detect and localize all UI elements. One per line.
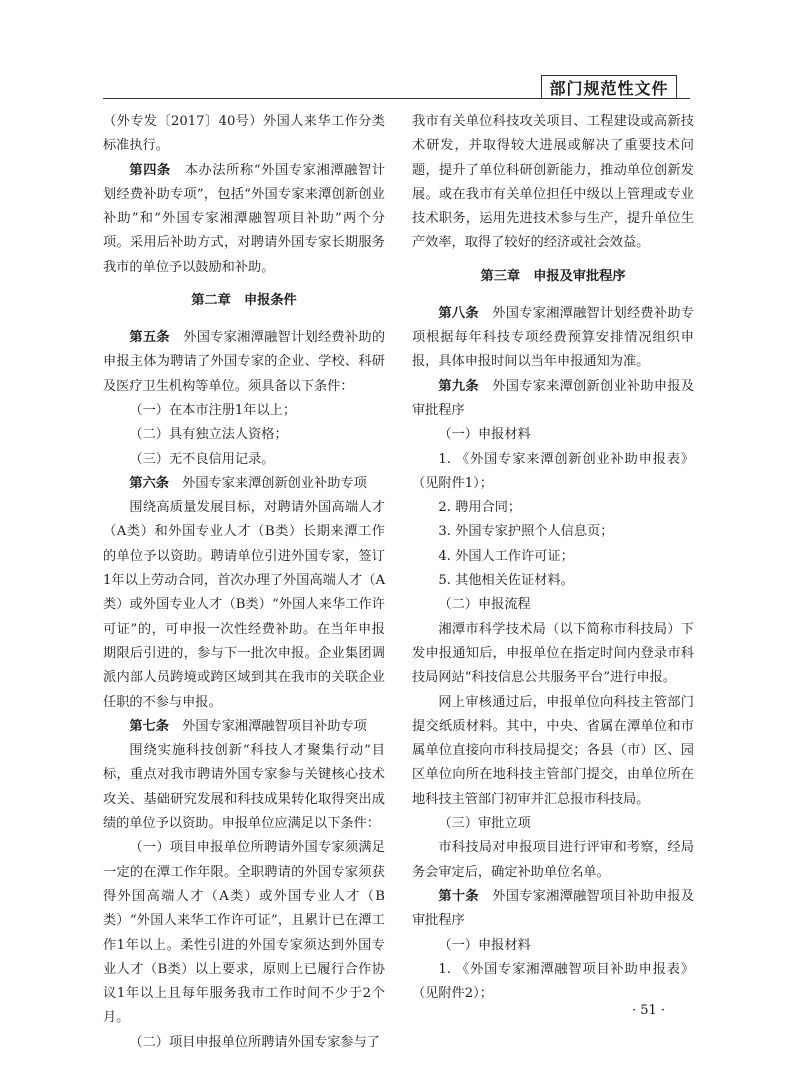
paragraph-text: 4. 外国人工作许可证； (438, 548, 574, 564)
paragraph (412, 375, 694, 424)
paragraph-text: （二）申报流程 (438, 597, 531, 613)
paragraph-text: （一）申报材料 (438, 937, 531, 953)
paragraph-text: （一）项目申报单位所聘请外国专家须满足一定的在潭工作年限。全职聘请的外国专家须获得外国高端人才（A类）或外国专业人才（B类）“外国人来华工作许可证”，且累计已在潭工作1年以上。柔性引进的外国专家须达到外国专业人才（B类）以上要求，原则上已履行合作协议1年以上且每年服务我市工作时间不少于2个月。 (103, 840, 385, 1026)
paragraph-text: 本办法所称“外国专家湘潭融智计划经费补助专项”，包括“外国专家来潭创新创业补助”和“外国专家湘潭融智项目补助”两个分项。采用后补助方式，对聘请外国专家长期服务我市的单位予以鼓励和补助。 (103, 162, 386, 275)
paragraph (103, 1031, 385, 1055)
paragraph (103, 496, 385, 715)
left-column (103, 110, 385, 1055)
paragraph-text: 外国专家湘潭融智计划经费补助专项根据每年科技专项经费预算安排情况组织申报，具体申报时间以当年申报通知为准。 (412, 305, 695, 370)
paragraph (412, 302, 694, 375)
paragraph (103, 159, 385, 280)
chapter-heading: 第二章 申报条件 (191, 293, 297, 309)
paragraph-text: 外国专家来潭创新创业补助专项 (182, 475, 367, 491)
paragraph-text: 5. 其他相关佐证材料。 (438, 573, 574, 589)
paragraph (412, 496, 694, 520)
paragraph (103, 836, 385, 1030)
paragraph (412, 691, 694, 812)
article-number: 第十条 (438, 888, 479, 904)
paragraph (103, 472, 385, 496)
chapter-heading: 第三章 申报及审批程序 (480, 268, 626, 284)
paragraph-text: 外国专家湘潭融智项目补助申报及审批程序 (412, 888, 695, 929)
paragraph (412, 934, 694, 958)
paragraph-text: （二）项目申报单位所聘请外国专家参与了 (129, 1034, 380, 1050)
paragraph-text: 市科技局对申报项目进行评审和考察，经局务会审定后，确定补助单位名单。 (412, 840, 694, 880)
paragraph (412, 448, 694, 497)
paragraph (103, 423, 385, 447)
paragraph (103, 110, 385, 159)
paragraph (103, 715, 385, 739)
paragraph (412, 569, 694, 593)
paragraph-text: （一）申报材料 (438, 427, 531, 443)
paragraph-text: 湘潭市科学技术局（以下简称市科技局）下发申报通知后，申报单位在指定时间内登录市科技局网站“科技信息公共服务平台”进行申报。 (412, 621, 694, 686)
paragraph-text: 1. 《外国专家湘潭融智项目补助申报表》（见附件2）； (412, 961, 694, 1002)
paragraph-text: （外专发〔2017〕40号）外国人来华工作分类标准执行。 (103, 114, 385, 154)
paragraph-text: （一）在本市注册1年以上； (129, 402, 297, 418)
paragraph (412, 958, 694, 1007)
paragraph (412, 520, 694, 544)
paragraph (103, 399, 385, 423)
paragraph-text: 3. 外国专家护照个人信息页； (438, 524, 614, 540)
paragraph-text: 围绕实施科技创新“科技人才聚集行动”目标，重点对我市聘请外国专家参与关键核心技术攻关、基础研究发展和科技成果转化取得突出成绩的单位予以资助。申报单位应满足以下条件： (103, 743, 385, 832)
page-number: · 51 · (632, 1003, 666, 1018)
article-number: 第五条 (129, 330, 170, 346)
paragraph (412, 423, 694, 447)
paragraph (103, 739, 385, 836)
paragraph-text: （三）无不良信用记录。 (129, 451, 275, 467)
article-number: 第四条 (129, 162, 171, 178)
article-number: 第六条 (129, 475, 169, 491)
paragraph-text: 2. 聘用合同； (438, 500, 522, 516)
paragraph (412, 545, 694, 569)
paragraph (103, 448, 385, 472)
paragraph (412, 110, 694, 256)
section-tag: 部门规范性文件 (541, 75, 677, 99)
paragraph (412, 812, 694, 836)
paragraph-text: 围绕高质量发展目标，对聘请外国高端人才（A类）和外国专业人才（B类）长期来潭工作的单位予以资助。聘请单位引进外国专家，签订1年以上劳动合同，首次办理了外国高端人才（A类）或外国专业人才（B类）“外国人来华工作许可证”的，可申报一次性经费补助。在当年申报期限后引进的，参与下一批次申报。企业集团调派内部人员跨境或跨区域到其在我市的关联企业任职的不参与申报。 (103, 500, 385, 710)
paragraph (412, 836, 694, 885)
paragraph-text: 网上审核通过后，申报单位向科技主管部门提交纸质材料。其中，中央、省属在潭单位和市属单位直接向市科技局提交；各县（市）区、园区单位向所在地科技主管部门提交，由单位所在地科技主管部门初审并汇总报市科技局。 (412, 694, 694, 807)
article-number: 第八条 (438, 305, 479, 321)
paragraph (412, 618, 694, 691)
article-number: 第九条 (438, 378, 479, 394)
paragraph-text: 外国专家来潭创新创业补助申报及审批程序 (412, 378, 695, 418)
paragraph-text: 外国专家湘潭融智项目补助专项 (182, 718, 367, 734)
article-number: 第七条 (129, 718, 169, 734)
paragraph-text: 1. 《外国专家来潭创新创业补助申报表》（见附件1）； (412, 451, 694, 491)
paragraph (412, 885, 694, 934)
paragraph-text: 我市有关单位科技攻关项目、工程建设或高新技术研发，并取得较大进展或解决了重要技术问题，提升了单位科研创新能力，推动单位创新发展。或在我市有关单位担任中级以上管理或专业技术职务，运用先进技术参与生产，提升单位生产效率，取得了较好的经济或社会效益。 (412, 114, 694, 251)
paragraph-text: （二）具有独立法人资格； (129, 427, 288, 443)
paragraph (103, 326, 385, 399)
paragraph (412, 593, 694, 617)
paragraph-text: 外国专家湘潭融智计划经费补助的申报主体为聘请了外国专家的企业、学校、科研及医疗卫生机构等单位。须具备以下条件： (103, 330, 386, 394)
paragraph-text: （三）审批立项 (438, 816, 531, 832)
right-column (412, 110, 694, 1006)
